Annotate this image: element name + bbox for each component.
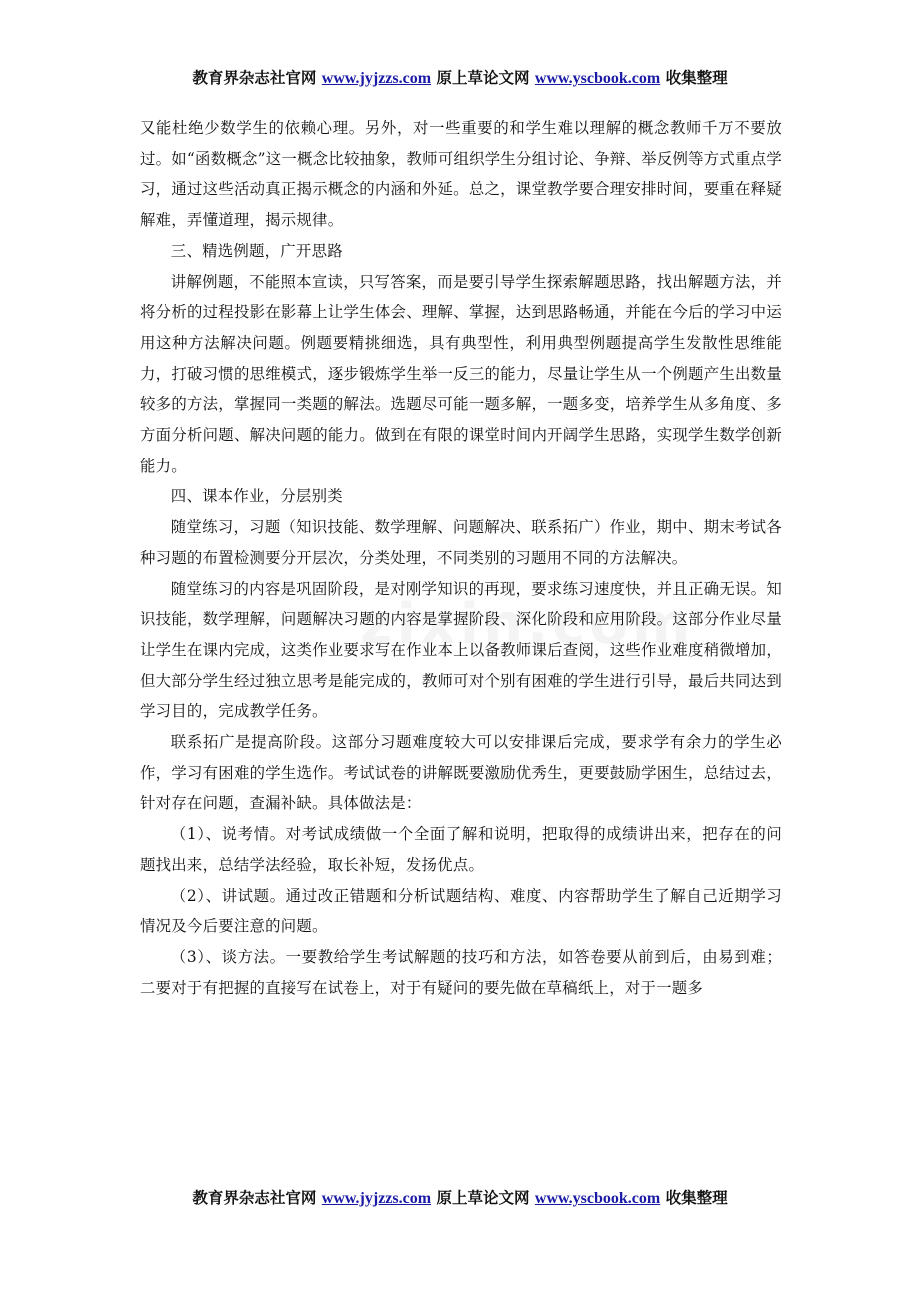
header-link-jyjzzs[interactable]: www.jyjzzs.com: [321, 70, 432, 87]
header-label-yscbook: 原上草论文网: [436, 69, 530, 87]
document-body: [140, 113, 782, 1003]
paragraph-item-2: （2）、讲试题。通过改正错题和分析试题结构、难度、内容帮助学生了解自己近期学习情况及今后要注意的问题。: [140, 886, 782, 936]
section-heading-4: 四、课本作业，分层别类: [170, 487, 343, 506]
page-header: [0, 68, 920, 89]
footer-link-jyjzzs[interactable]: www.jyjzzs.com: [321, 1190, 432, 1207]
footer-label-yscbook: 原上草论文网: [436, 1189, 530, 1207]
section-heading-3: 三、精选例题，广开思路: [170, 241, 343, 260]
header-link-yscbook[interactable]: www.yscbook.com: [534, 70, 661, 87]
footer-label-magazine: 教育界杂志社官网: [192, 1189, 317, 1207]
paragraph-item-1: （1）、说考情。对考试成绩做一个全面了解和说明，把取得的成绩讲出来，把存在的问题找出来，总结学法经验，取长补短，发扬优点。: [140, 825, 782, 874]
paragraph: 随堂练习的内容是巩固阶段，是对刚学知识的再现，要求练习速度快，并且正确无误。知识技能，数学理解，问题解决习题的内容是掌握阶段、深化阶段和应用阶段。这部分作业尽量让学生在课内完成，这类作业要求写在作业本上以备教师课后查阅，这些作业难度稍微增加，但大部分学生经过独立思考是能完成的，教师可对个别有困难的学生进行引导，最后共同达到学习目的，完成教学任务。: [140, 579, 782, 721]
paragraph: 联系拓广是提高阶段。这部分习题难度较大可以安排课后完成，要求学有余力的学生必作，学习有困难的学生选作。考试试卷的讲解既要激励优秀生，更要鼓励学困生，总结过去，针对存在问题，查漏补缺。具体做法是：: [140, 733, 782, 813]
paragraph: 讲解例题，不能照本宣读，只写答案，而是要引导学生探索解题思路，找出解题方法，并将分析的过程投影在影幕上让学生体会、理解、掌握，达到思路畅通，并能在今后的学习中运用这种方法解决问题。例题要精挑细选，具有典型性，利用典型例题提高学生发散性思维能力，打破习惯的思维模式，逐步锻炼学生举一反三的能力，尽量让学生从一个例题产生出数量较多的方法，掌握同一类题的解法。选题尽可能一题多解，一题多变，培养学生从多角度、多方面分析问题、解决问题的能力。做到在有限的课堂时间内开阔学生思路，实现学生数学创新能力。: [140, 272, 782, 475]
footer-label-collect: 收集整理: [665, 1189, 728, 1207]
paragraph-item-3: （3）、谈方法。一要教给学生考试解题的技巧和方法，如答卷要从前到后，由易到难；二要对于有把握的直接写在试卷上，对于有疑问的要先做在草稿纸上，对于一题多: [140, 947, 782, 997]
page-footer: [0, 1188, 920, 1209]
header-label-collect: 收集整理: [665, 69, 728, 87]
paragraph: 随堂练习，习题（知识技能、数学理解、问题解决、联系拓广）作业，期中、期末考试各种习题的布置检测要分开层次，分类处理，不同类别的习题用不同的方法解决。: [140, 518, 782, 567]
paragraph-continuation: 又能杜绝少数学生的依赖心理。另外，对一些重要的和学生难以理解的概念教师千万不要放过。如“函数概念”这一概念比较抽象，教师可组织学生分组讨论、争辩、举反例等方式重点学习，通过这些活动真正揭示概念的内涵和外延。总之，课堂教学要合理安排时间，要重在释疑解难，弄懂道理，揭示规律。: [140, 119, 782, 230]
header-label-magazine: 教育界杂志社官网: [192, 69, 317, 87]
footer-link-yscbook[interactable]: www.yscbook.com: [534, 1190, 661, 1207]
